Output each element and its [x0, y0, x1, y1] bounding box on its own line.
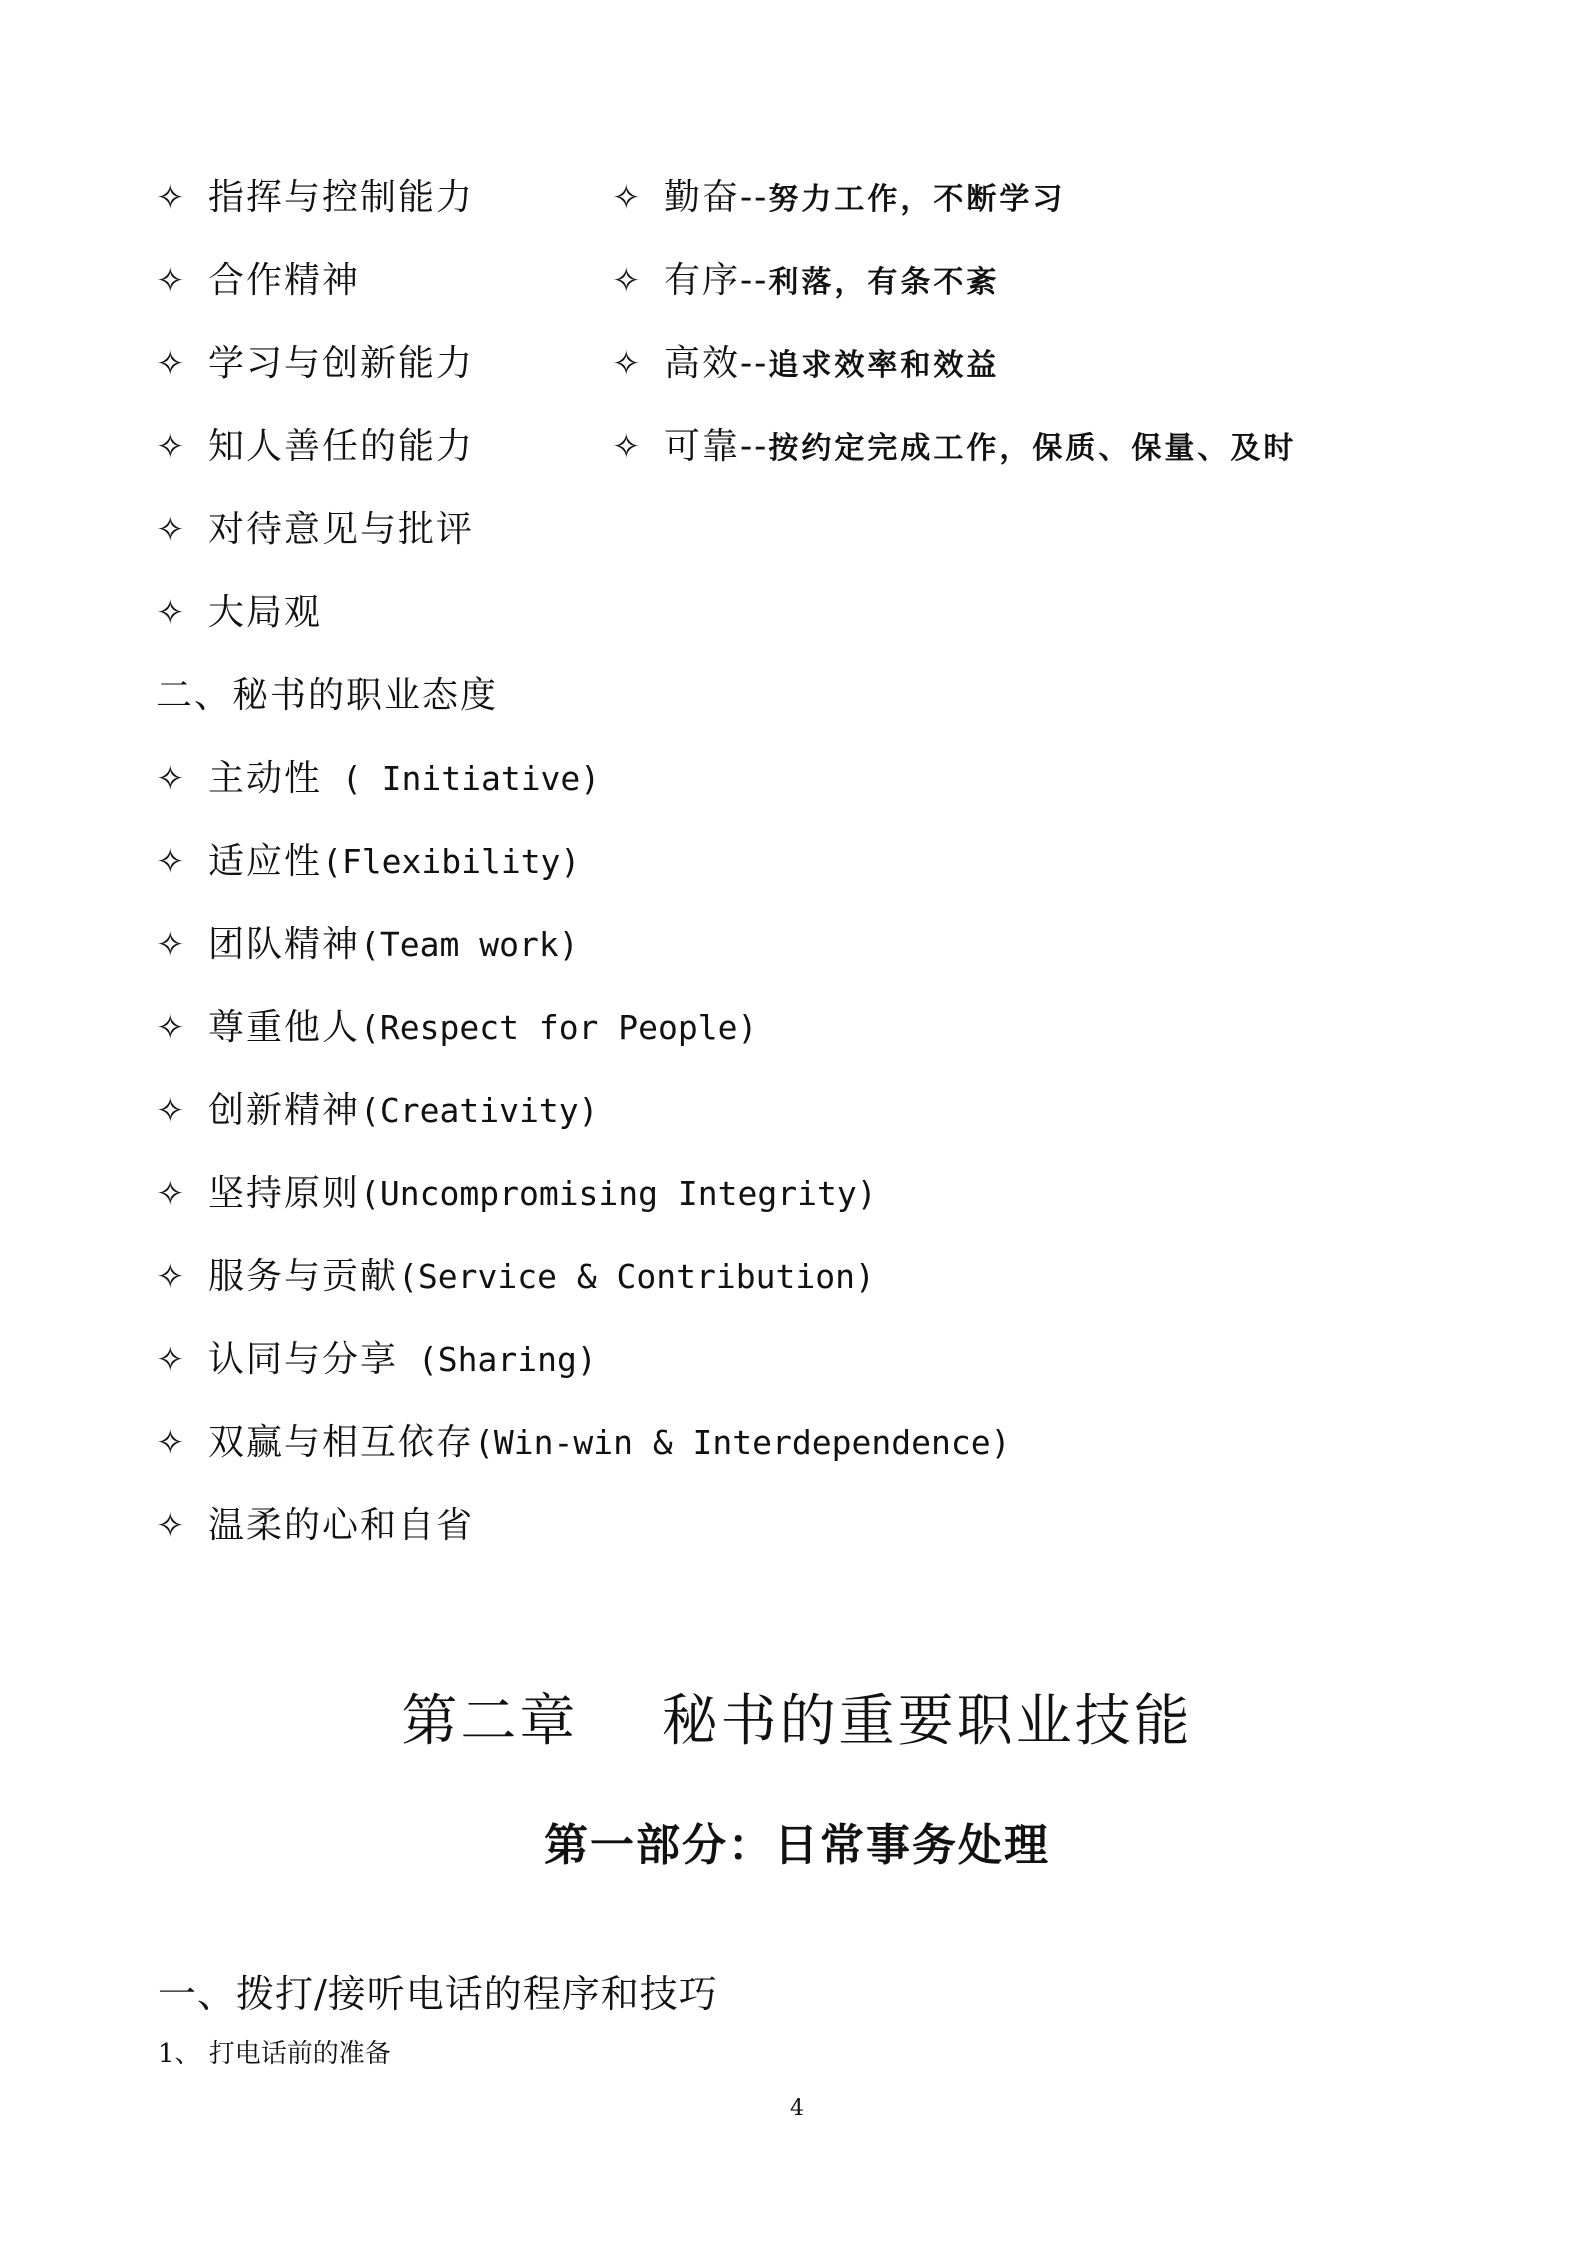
ability-text: 指挥与控制能力: [208, 177, 475, 218]
diamond-bullet-icon: ✧: [156, 842, 185, 882]
ability-text: 对待意见与批评: [208, 509, 475, 550]
ability-item: [156, 261, 360, 301]
ability-item: [156, 427, 474, 467]
attitude-cn: 主动性: [208, 758, 323, 799]
attitude-cn: 适应性: [208, 841, 323, 882]
section-title: 一、拨打/接听电话的程序和技巧: [158, 1972, 718, 2016]
attitude-cn: 温柔的心和自省: [208, 1505, 475, 1546]
attitude-en: (Sharing): [398, 1340, 597, 1379]
attitude-en: (Uncompromising Integrity): [360, 1174, 877, 1213]
diamond-bullet-icon: ✧: [156, 759, 185, 799]
attitude-item: [156, 1174, 877, 1214]
attitude-cn: 认同与分享: [208, 1339, 399, 1380]
attitude-en: (Creativity): [360, 1091, 599, 1130]
attitude-item: [156, 1423, 1010, 1463]
page-number: 4: [790, 2096, 804, 2121]
ability-item: [156, 593, 322, 633]
diamond-bullet-icon: ✧: [156, 510, 185, 550]
attitude-item: [156, 1008, 757, 1048]
diamond-bullet-icon: ✧: [156, 427, 185, 467]
diamond-bullet-icon: ✧: [156, 1340, 185, 1380]
attitude-cn: 服务与贡献: [208, 1256, 399, 1297]
quality-item: [612, 427, 1296, 469]
quality-description: 追求效率和效益: [768, 348, 1000, 383]
diamond-bullet-icon: ✧: [156, 1506, 185, 1546]
quality-separator: --: [740, 426, 769, 467]
ability-text: 大局观: [208, 592, 323, 633]
attitude-item: [156, 842, 580, 882]
attitude-cn: 创新精神: [208, 1090, 361, 1131]
attitude-item: [156, 1506, 474, 1546]
quality-separator: --: [740, 260, 769, 301]
diamond-bullet-icon: ✧: [156, 261, 185, 301]
diamond-bullet-icon: ✧: [156, 1008, 185, 1048]
ability-text: 知人善任的能力: [208, 426, 475, 467]
ability-item: [156, 510, 474, 550]
attitude-en: (Respect for People): [360, 1008, 758, 1047]
quality-term: 勤奋: [664, 177, 741, 218]
quality-separator: --: [740, 343, 769, 384]
attitude-item: [156, 1340, 597, 1380]
diamond-bullet-icon: ✧: [612, 261, 641, 301]
attitude-en: (Flexibility): [322, 842, 581, 881]
attitude-cn: 坚持原则: [208, 1173, 361, 1214]
diamond-bullet-icon: ✧: [156, 344, 185, 384]
diamond-bullet-icon: ✧: [156, 925, 185, 965]
attitude-item: [156, 925, 579, 965]
diamond-bullet-icon: ✧: [156, 1091, 185, 1131]
part-title: 第一部分：日常事务处理: [544, 1820, 1050, 1871]
attitude-en: (Team work): [360, 925, 579, 964]
diamond-bullet-icon: ✧: [156, 178, 185, 218]
ability-text: 合作精神: [208, 260, 361, 301]
diamond-bullet-icon: ✧: [612, 344, 641, 384]
quality-term: 高效: [664, 343, 741, 384]
diamond-bullet-icon: ✧: [156, 1423, 185, 1463]
chapter-title: 第二章 秘书的重要职业技能: [401, 1689, 1193, 1754]
ability-item: [156, 178, 474, 218]
attitude-cn: 双赢与相互依存: [208, 1422, 475, 1463]
quality-separator: --: [740, 177, 769, 218]
diamond-bullet-icon: ✧: [156, 1257, 185, 1297]
attitude-en: (Win-win & Interdependence): [474, 1423, 1011, 1462]
quality-item: [612, 344, 999, 386]
diamond-bullet-icon: ✧: [156, 1174, 185, 1214]
subsection-title: 1、 打电话前的准备: [158, 2039, 391, 2069]
diamond-bullet-icon: ✧: [612, 178, 641, 218]
ability-text: 学习与创新能力: [208, 343, 475, 384]
attitude-item: [156, 1091, 598, 1131]
attitude-item: [156, 1257, 875, 1297]
attitude-item: [156, 759, 600, 799]
quality-item: [612, 261, 999, 303]
attitude-cn: 尊重他人: [208, 1007, 361, 1048]
diamond-bullet-icon: ✧: [156, 593, 185, 633]
quality-description: 努力工作，不断学习: [768, 182, 1066, 217]
quality-item: [612, 178, 1065, 220]
quality-term: 可靠: [664, 426, 741, 467]
attitude-en: ( Initiative): [322, 759, 601, 798]
quality-description: 利落，有条不紊: [768, 265, 1000, 300]
attitude-cn: 团队精神: [208, 924, 361, 965]
quality-term: 有序: [664, 260, 741, 301]
quality-description: 按约定完成工作，保质、保量、及时: [768, 431, 1297, 466]
attitude-heading: 二、秘书的职业态度: [156, 675, 499, 716]
ability-item: [156, 344, 474, 384]
attitude-en: (Service & Contribution): [398, 1257, 875, 1296]
diamond-bullet-icon: ✧: [612, 427, 641, 467]
